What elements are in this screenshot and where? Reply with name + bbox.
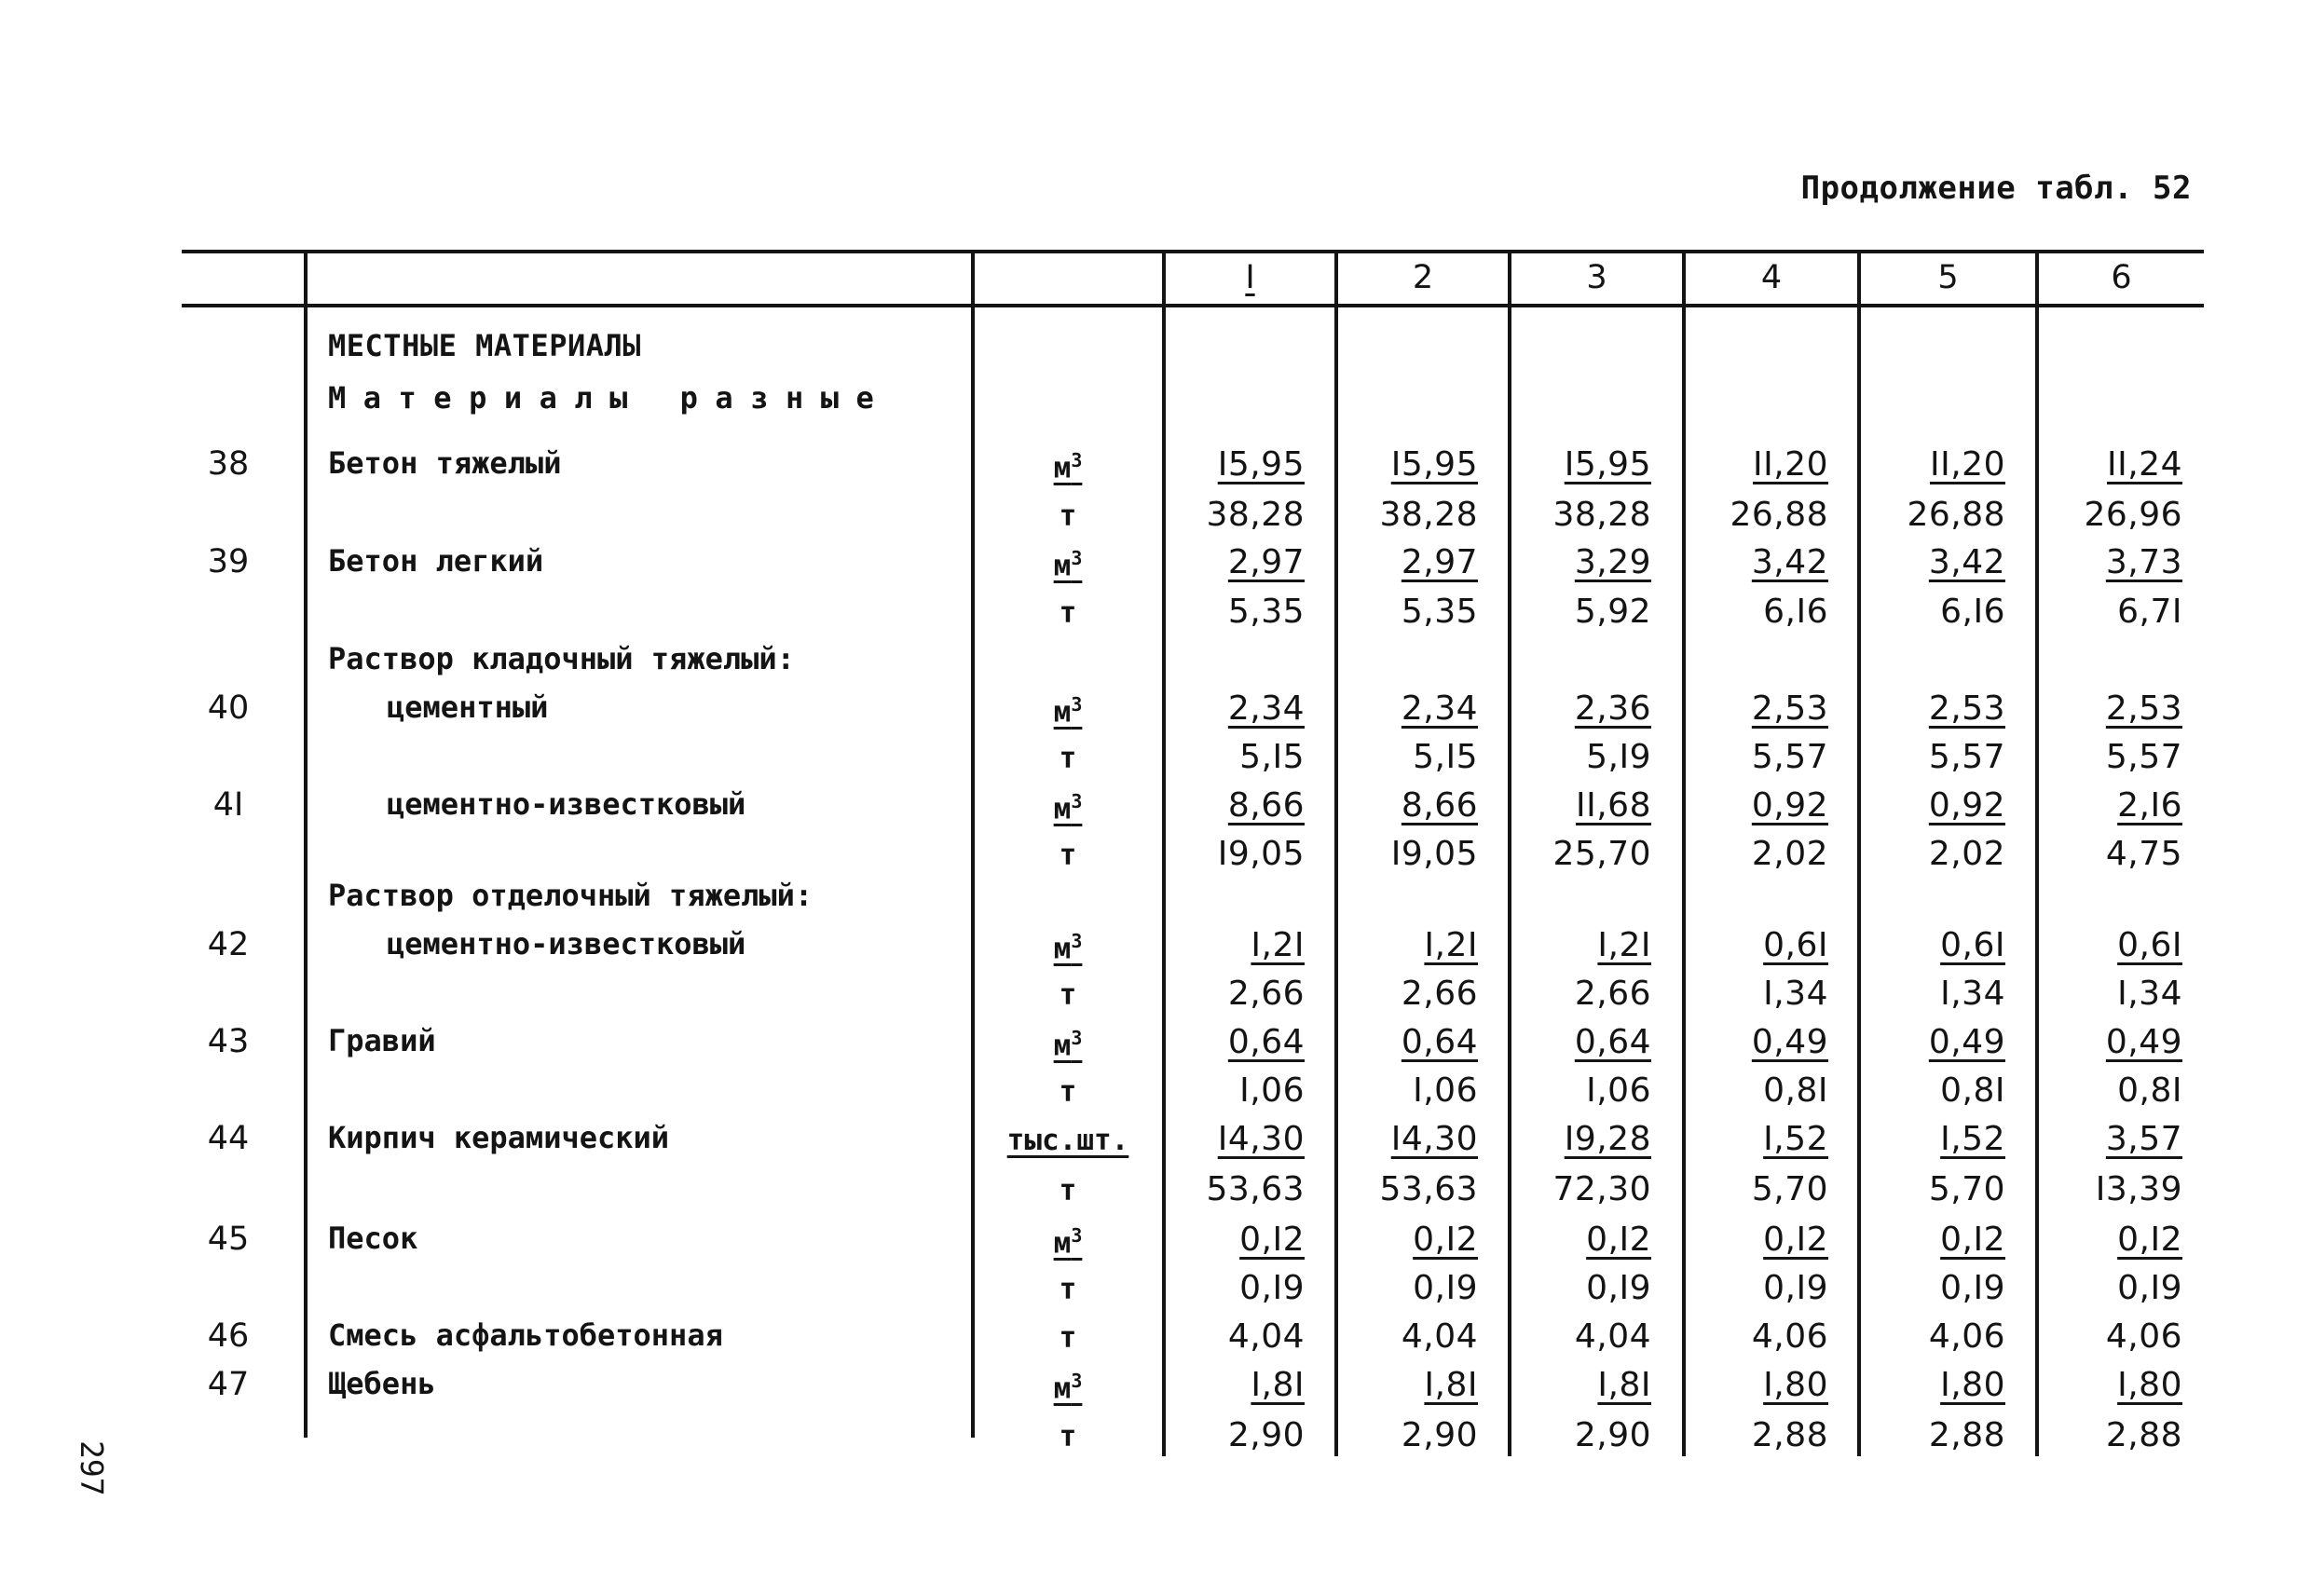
unit-label [975,1224,1161,1260]
value-cell: I9,05 [1390,835,1478,873]
unit-exponent: 3 [1071,1370,1083,1392]
unit-base: м [1053,1226,1072,1261]
value-cell: 4,04 [1401,1317,1478,1356]
value-cell: 2,53 [1751,689,1828,728]
value-cell: 2,36 [1574,689,1651,728]
row-number: 42 [207,926,250,963]
value-cell: I5,95 [1217,445,1305,484]
value-cell: 0,64 [1227,1023,1305,1061]
value-cell: 2,02 [1928,835,2005,873]
value-cell: 0,I9 [1586,1269,1651,1307]
value-cell: 4,04 [1227,1317,1305,1356]
value-cell: 0,I2 [2117,1221,2182,1259]
value-cell: I,52 [1763,1120,1828,1158]
value-cell: 38,28 [1206,496,1305,534]
value-cell: I,06 [1586,1071,1651,1110]
unit-label: тыс.шт. [1006,1124,1129,1157]
value-cell: I,8I [1597,1366,1651,1404]
column-divider [304,250,308,1438]
value-cell: 0,I9 [1413,1269,1478,1307]
column-header: 6 [2111,259,2132,296]
value-cell: II,20 [1753,445,1828,484]
unit-label [975,449,1161,484]
value-cell: 26,96 [2084,496,2182,534]
material-name: цементно-известковый [387,786,746,822]
material-name: Бетон легкий [328,543,544,579]
unit-exponent: 3 [1071,930,1083,952]
value-cell: I,34 [1763,975,1828,1013]
value-cell: 5,70 [1751,1170,1828,1208]
column-header: 4 [1760,259,1783,296]
section-title: МЕСТНЫЕ МАТЕРИАЛЫ [328,328,642,363]
page-number: 297 [74,1440,110,1496]
value-cell: II,24 [2107,445,2182,484]
subsection-title: Материалы разные [328,380,892,416]
value-cell: I3,39 [2095,1170,2182,1208]
value-cell: I,52 [1940,1120,2005,1158]
value-cell: I,80 [1763,1366,1828,1404]
value-cell: 2,88 [2105,1416,2182,1454]
value-cell: 2,90 [1227,1416,1305,1454]
value-cell: I,2I [1424,926,1478,964]
value-cell: 2,I6 [2117,786,2182,825]
row-number: 46 [207,1317,250,1355]
value-cell: 4,75 [2105,835,2182,873]
table-caption: Продолжение табл. 52 [1800,170,2192,207]
value-cell: 0,I2 [1413,1221,1478,1259]
value-cell: 53,63 [1206,1170,1305,1208]
material-name: Кирпич керамический [328,1120,670,1155]
value-cell: 0,8I [1940,1071,2005,1110]
value-cell: 5,I9 [1586,738,1651,776]
unit-base: м [1053,932,1072,966]
value-cell: 0,6I [1940,926,2005,964]
value-cell: 0,49 [2105,1023,2182,1061]
value-cell: 0,92 [1928,786,2005,825]
value-cell: I,80 [1940,1366,2005,1404]
value-cell: 0,I2 [1239,1221,1305,1259]
value-cell: 3,42 [1751,543,1828,581]
value-cell: 5,57 [2105,738,2182,776]
unit-base: м [1053,1029,1072,1063]
value-cell: 6,7I [2117,593,2182,631]
table-header-rule [182,304,2204,307]
value-cell: 3,57 [2105,1120,2182,1158]
value-cell: 0,6I [2117,926,2182,964]
value-cell: I5,95 [1564,445,1651,484]
unit-exponent: 3 [1071,1027,1083,1049]
unit-label: т [1059,596,1077,630]
column-header: 2 [1412,259,1434,296]
unit-label: т [1059,978,1077,1012]
row-number: 4I [212,786,244,824]
unit-exponent: 3 [1071,449,1083,471]
row-number: 45 [207,1221,250,1258]
value-cell: 2,34 [1227,689,1305,728]
value-cell: I,8I [1424,1366,1478,1404]
unit-label [975,693,1161,729]
value-cell: I5,95 [1390,445,1478,484]
value-cell: 5,57 [1751,738,1828,776]
value-cell: 2,90 [1574,1416,1651,1454]
value-cell: 5,I5 [1239,738,1305,776]
material-name: Гравий [328,1023,436,1058]
value-cell: 6,I6 [1763,593,1828,631]
value-cell: 0,64 [1574,1023,1651,1061]
row-number: 43 [207,1023,250,1060]
value-cell: 0,I9 [1239,1269,1305,1307]
value-cell: 0,I9 [2117,1269,2182,1307]
value-cell: I,80 [2117,1366,2182,1404]
unit-base: м [1053,792,1072,826]
value-cell: 8,66 [1401,786,1478,825]
value-cell: 5,70 [1928,1170,2005,1208]
value-cell: 4,06 [2105,1317,2182,1356]
value-cell: 2,90 [1401,1416,1478,1454]
value-cell: 38,28 [1379,496,1478,534]
unit-label: т [1059,839,1077,872]
value-cell: 38,28 [1552,496,1651,534]
value-cell: 2,66 [1574,975,1651,1013]
value-cell: 4,06 [1928,1317,2005,1356]
value-cell: 26,88 [1907,496,2005,534]
value-cell: 2,88 [1928,1416,2005,1454]
material-name: Песок [328,1221,418,1256]
material-name: Смесь асфальтобетонная [328,1317,723,1353]
value-cell: 5,57 [1928,738,2005,776]
value-cell: 2,02 [1751,835,1828,873]
column-header: 3 [1586,259,1607,296]
value-cell: II,68 [1576,786,1651,825]
value-cell: 8,66 [1227,786,1305,825]
unit-label [975,547,1161,582]
value-cell: I,2I [1251,926,1305,964]
value-cell: 2,34 [1401,689,1478,728]
material-name: Раствор кладочный тяжелый: [328,641,795,676]
material-name: Бетон тяжелый [328,445,562,481]
value-cell: I4,30 [1217,1120,1305,1158]
value-cell: 3,73 [2105,543,2182,581]
column-header: 5 [1937,259,1959,296]
value-cell: 5,I5 [1413,738,1478,776]
unit-label: т [1059,1174,1077,1207]
material-name: цементно-известковый [387,926,746,962]
value-cell: 72,30 [1552,1170,1651,1208]
value-cell: I,34 [2117,975,2182,1013]
value-cell: 0,6I [1763,926,1828,964]
value-cell: 2,88 [1751,1416,1828,1454]
value-cell: 3,42 [1928,543,2005,581]
value-cell: 6,I6 [1940,593,2005,631]
value-cell: 26,88 [1730,496,1828,534]
table-top-rule [182,250,2204,253]
unit-label: т [1059,742,1077,775]
value-cell: I,06 [1413,1071,1478,1110]
value-cell: I9,28 [1564,1120,1651,1158]
value-cell: 0,I2 [1940,1221,2005,1259]
value-cell: 0,I9 [1940,1269,2005,1307]
unit-label [975,1027,1161,1062]
value-cell: I4,30 [1390,1120,1478,1158]
value-cell: 4,06 [1751,1317,1828,1356]
value-cell: I,06 [1239,1071,1305,1110]
row-number: 38 [207,445,250,483]
value-cell: I9,05 [1217,835,1305,873]
unit-label [975,790,1161,825]
unit-base: м [1053,549,1072,583]
value-cell: 0,49 [1751,1023,1828,1061]
value-cell: 5,35 [1401,593,1478,631]
material-name: Раствор отделочный тяжелый: [328,878,814,913]
unit-exponent: 3 [1071,547,1083,569]
row-number: 47 [207,1366,250,1403]
value-cell: 3,29 [1574,543,1651,581]
unit-exponent: 3 [1071,693,1083,716]
value-cell: 0,92 [1751,786,1828,825]
value-cell: 0,64 [1401,1023,1478,1061]
unit-label [975,930,1161,965]
value-cell: 2,97 [1401,543,1478,581]
value-cell: 2,97 [1227,543,1305,581]
value-cell: 2,53 [1928,689,2005,728]
value-cell: 25,70 [1552,835,1651,873]
value-cell: 0,I2 [1763,1221,1828,1259]
unit-label [975,1370,1161,1405]
value-cell: 2,66 [1227,975,1305,1013]
column-header: I [1245,259,1255,296]
value-cell: 0,I2 [1586,1221,1651,1259]
unit-label: т [1059,1420,1077,1453]
value-cell: 53,63 [1379,1170,1478,1208]
value-cell: 2,66 [1401,975,1478,1013]
unit-label: т [1059,1273,1077,1306]
unit-exponent: 3 [1071,1224,1083,1247]
value-cell: 0,49 [1928,1023,2005,1061]
unit-label: т [1059,1075,1077,1109]
material-name: цементный [387,689,549,725]
value-cell: 4,04 [1574,1317,1651,1356]
row-number: 40 [207,689,250,727]
value-cell: 5,35 [1227,593,1305,631]
value-cell: 0,8I [1763,1071,1828,1110]
unit-base: м [1053,1371,1072,1406]
unit-label: т [1059,1321,1077,1355]
unit-exponent: 3 [1071,790,1083,812]
value-cell: 5,92 [1574,593,1651,631]
unit-base: м [1053,695,1072,730]
value-cell: 0,I9 [1763,1269,1828,1307]
value-cell: I,8I [1251,1366,1305,1404]
unit-base: м [1053,451,1072,485]
value-cell: I,2I [1597,926,1651,964]
value-cell: 2,53 [2105,689,2182,728]
value-cell: II,20 [1930,445,2005,484]
row-number: 44 [207,1120,250,1157]
value-cell: 0,8I [2117,1071,2182,1110]
value-cell: I,34 [1940,975,2005,1013]
material-name: Щебень [328,1366,436,1401]
unit-label: т [1059,499,1077,533]
row-number: 39 [207,543,250,580]
